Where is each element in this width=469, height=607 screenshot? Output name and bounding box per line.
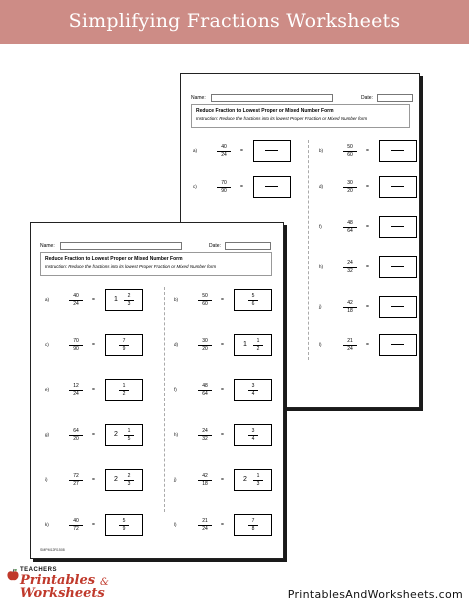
answer-denominator: 4 — [251, 391, 255, 397]
worksheet-preview-front[interactable] — [30, 222, 284, 559]
equals-sign: = — [221, 342, 224, 348]
logo-ampersand: & — [100, 577, 109, 588]
problem-item — [45, 428, 155, 456]
numerator: 64 — [73, 428, 79, 434]
problem-label: j) — [319, 304, 322, 309]
numerator: 30 — [202, 338, 208, 344]
equals-sign: = — [92, 342, 95, 348]
header-banner — [0, 0, 469, 44]
problem-fraction — [198, 518, 212, 532]
answer-fraction — [248, 518, 258, 532]
answer-denominator: 3 — [256, 481, 260, 487]
problem-label: j) — [174, 477, 177, 482]
answer-numerator: 1 — [256, 473, 260, 479]
numerator: 30 — [347, 180, 353, 186]
denominator: 24 — [73, 301, 79, 307]
answer-box — [379, 334, 417, 356]
denominator: 18 — [202, 481, 208, 487]
logo-printables-text: Printables — [20, 573, 96, 588]
answer-whole: 1 — [114, 296, 118, 303]
problem-item — [319, 180, 429, 208]
problem-item — [174, 473, 284, 501]
denominator: 24 — [202, 526, 208, 532]
problem-item — [45, 338, 155, 366]
answer-whole: 2 — [114, 431, 118, 438]
problem-item — [193, 180, 303, 208]
answer-fraction — [119, 518, 129, 532]
name-label: Name: — [40, 243, 55, 249]
problem-label: c) — [193, 184, 197, 189]
problem-fraction — [198, 428, 212, 442]
problem-fraction — [217, 180, 231, 194]
denominator: 18 — [347, 308, 353, 314]
answer-denominator: 3 — [127, 301, 131, 307]
worksheet-title: Reduce Fraction to Lowest Proper or Mixed Number Form — [45, 256, 183, 262]
answer-denominator: 5 — [127, 436, 131, 442]
problem-item — [174, 428, 284, 456]
answer-numerator: 1 — [122, 383, 126, 389]
denominator: 64 — [347, 228, 353, 234]
answer-numerator: 5 — [251, 293, 255, 299]
problem-label: d) — [174, 342, 179, 347]
answer-numerator: 3 — [251, 383, 255, 389]
answer-box — [105, 379, 143, 401]
numerator: 70 — [73, 338, 79, 344]
problem-label: a) — [45, 297, 50, 302]
problem-label: g) — [45, 432, 50, 437]
column-divider — [308, 140, 309, 360]
problem-label: e) — [45, 387, 50, 392]
instruction-box — [191, 104, 410, 128]
page-title: Simplifying Fractions Worksheets — [68, 10, 401, 32]
problem-fraction — [343, 300, 357, 314]
answer-numerator: 7 — [251, 518, 255, 524]
column-divider — [164, 287, 165, 512]
instruction-box — [40, 252, 272, 276]
problem-fraction — [217, 144, 231, 158]
problem-item — [319, 144, 429, 172]
numerator: 48 — [202, 383, 208, 389]
answer-box — [234, 424, 272, 446]
problem-label: k) — [45, 522, 49, 527]
problem-label: f) — [319, 224, 322, 229]
numerator: 40 — [221, 144, 227, 150]
answer-box — [234, 514, 272, 536]
answer-numerator: 2 — [127, 473, 131, 479]
problem-item — [319, 220, 429, 248]
answer-denominator: 8 — [251, 526, 255, 532]
worksheet-code: SMPM12R1508 — [40, 548, 65, 552]
problem-item — [319, 338, 429, 366]
problem-label: i) — [45, 477, 48, 482]
numerator: 48 — [347, 220, 353, 226]
answer-box — [253, 140, 291, 162]
denominator: 20 — [73, 436, 79, 442]
equals-sign: = — [366, 224, 369, 230]
answer-box — [379, 256, 417, 278]
numerator: 72 — [73, 473, 79, 479]
problem-fraction — [198, 293, 212, 307]
answer-box — [234, 469, 272, 491]
denominator: 24 — [221, 152, 227, 158]
answer-denominator: 4 — [251, 436, 255, 442]
answer-whole: 1 — [243, 341, 247, 348]
problem-fraction — [69, 428, 83, 442]
answer-box — [105, 469, 143, 491]
problem-label: l) — [174, 522, 177, 527]
answer-fraction — [253, 338, 263, 352]
problem-item — [45, 518, 155, 546]
numerator: 70 — [221, 180, 227, 186]
answer-box — [253, 176, 291, 198]
numerator: 50 — [202, 293, 208, 299]
problem-fraction — [343, 144, 357, 158]
problem-item — [174, 338, 284, 366]
name-field — [211, 94, 333, 102]
answer-denominator: 9 — [122, 526, 126, 532]
numerator: 40 — [73, 293, 79, 299]
answer-numerator: 1 — [256, 338, 260, 344]
equals-sign: = — [366, 184, 369, 190]
answer-denominator: 9 — [122, 346, 126, 352]
problem-item — [45, 473, 155, 501]
answer-box — [105, 424, 143, 446]
problem-fraction — [69, 383, 83, 397]
equals-sign: = — [92, 387, 95, 393]
answer-whole: 2 — [243, 476, 247, 483]
worksheet-instruction: Instruction: Reduce the fractions into its lowest Proper Fraction or Mixed Number form — [196, 116, 368, 121]
denominator: 27 — [73, 481, 79, 487]
problem-item — [319, 260, 429, 288]
denominator: 90 — [221, 188, 227, 194]
answer-whole: 2 — [114, 476, 118, 483]
denominator: 20 — [202, 346, 208, 352]
problem-fraction — [198, 338, 212, 352]
answer-numerator: 3 — [251, 428, 255, 434]
problem-fraction — [343, 260, 357, 274]
problem-item — [174, 293, 284, 321]
problem-label: d) — [319, 184, 324, 189]
problem-label: b) — [174, 297, 179, 302]
answer-fraction — [124, 428, 134, 442]
answer-box — [105, 334, 143, 356]
problem-label: h) — [174, 432, 179, 437]
denominator: 32 — [202, 436, 208, 442]
problem-label: l) — [319, 342, 322, 347]
answer-fraction — [124, 293, 134, 307]
numerator: 50 — [347, 144, 353, 150]
problem-fraction — [69, 518, 83, 532]
answer-fraction — [119, 338, 129, 352]
denominator: 72 — [73, 526, 79, 532]
problem-item — [319, 300, 429, 328]
answer-box — [379, 216, 417, 238]
name-label: Name: — [191, 95, 206, 101]
answer-fraction — [248, 428, 258, 442]
denominator: 90 — [73, 346, 79, 352]
problem-fraction — [343, 220, 357, 234]
problem-item — [174, 518, 284, 546]
problem-label: a) — [193, 148, 198, 153]
answer-denominator: 6 — [251, 301, 255, 307]
logo-worksheets-text: Worksheets — [20, 586, 105, 601]
answer-numerator: 2 — [127, 293, 131, 299]
answer-numerator: 7 — [122, 338, 126, 344]
answer-box — [379, 296, 417, 318]
problem-item — [45, 293, 155, 321]
problem-fraction — [343, 338, 357, 352]
answer-denominator: 3 — [127, 481, 131, 487]
teachers-printables-logo[interactable] — [6, 567, 136, 603]
numerator: 21 — [347, 338, 353, 344]
numerator: 42 — [202, 473, 208, 479]
answer-fraction — [124, 473, 134, 487]
equals-sign: = — [221, 387, 224, 393]
name-field — [60, 242, 182, 250]
numerator: 42 — [347, 300, 353, 306]
equals-sign: = — [366, 148, 369, 154]
answer-fraction — [119, 383, 129, 397]
problem-label: b) — [319, 148, 324, 153]
problem-fraction — [198, 473, 212, 487]
apple-icon — [6, 568, 20, 582]
problem-item — [193, 144, 303, 172]
answer-box — [234, 334, 272, 356]
numerator: 12 — [73, 383, 79, 389]
equals-sign: = — [92, 522, 95, 528]
equals-sign: = — [240, 184, 243, 190]
numerator: 21 — [202, 518, 208, 524]
denominator: 20 — [347, 188, 353, 194]
answer-box — [379, 176, 417, 198]
worksheet-title: Reduce Fraction to Lowest Proper or Mixed Number Form — [196, 108, 334, 114]
problem-label: h) — [319, 264, 324, 269]
date-field — [225, 242, 271, 250]
equals-sign: = — [221, 522, 224, 528]
numerator: 24 — [202, 428, 208, 434]
denominator: 64 — [202, 391, 208, 397]
answer-box — [234, 379, 272, 401]
equals-sign: = — [92, 432, 95, 438]
answer-denominator: 2 — [256, 346, 260, 352]
equals-sign: = — [221, 477, 224, 483]
equals-sign: = — [366, 264, 369, 270]
answer-denominator: 2 — [122, 391, 126, 397]
equals-sign: = — [221, 432, 224, 438]
worksheet-instruction: Instruction: Reduce the fractions into its lowest Proper Fraction or Mixed Number form — [45, 264, 217, 269]
logo-teachers-text: TEACHERS — [20, 567, 58, 573]
denominator: 24 — [347, 346, 353, 352]
equals-sign: = — [240, 148, 243, 154]
equals-sign: = — [366, 304, 369, 310]
equals-sign: = — [221, 297, 224, 303]
problem-label: f) — [174, 387, 177, 392]
problem-item — [174, 383, 284, 411]
date-label: Date: — [361, 95, 373, 101]
answer-box — [379, 140, 417, 162]
denominator: 60 — [202, 301, 208, 307]
answer-numerator: 5 — [122, 518, 126, 524]
answer-fraction — [248, 383, 258, 397]
numerator: 24 — [347, 260, 353, 266]
equals-sign: = — [366, 342, 369, 348]
answer-fraction — [253, 473, 263, 487]
equals-sign: = — [92, 297, 95, 303]
problem-item — [45, 383, 155, 411]
problem-fraction — [69, 293, 83, 307]
date-label: Date: — [209, 243, 221, 249]
answer-numerator: 1 — [127, 428, 131, 434]
site-url-link[interactable]: PrintablesAndWorksheets.com — [287, 588, 463, 601]
problem-fraction — [69, 473, 83, 487]
problem-fraction — [69, 338, 83, 352]
date-field — [377, 94, 413, 102]
numerator: 40 — [73, 518, 79, 524]
denominator: 60 — [347, 152, 353, 158]
denominator: 24 — [73, 391, 79, 397]
answer-box — [105, 289, 143, 311]
problem-label: c) — [45, 342, 49, 347]
answer-box — [105, 514, 143, 536]
answer-box — [234, 289, 272, 311]
problem-fraction — [198, 383, 212, 397]
answer-fraction — [248, 293, 258, 307]
equals-sign: = — [92, 477, 95, 483]
problem-fraction — [343, 180, 357, 194]
denominator: 32 — [347, 268, 353, 274]
